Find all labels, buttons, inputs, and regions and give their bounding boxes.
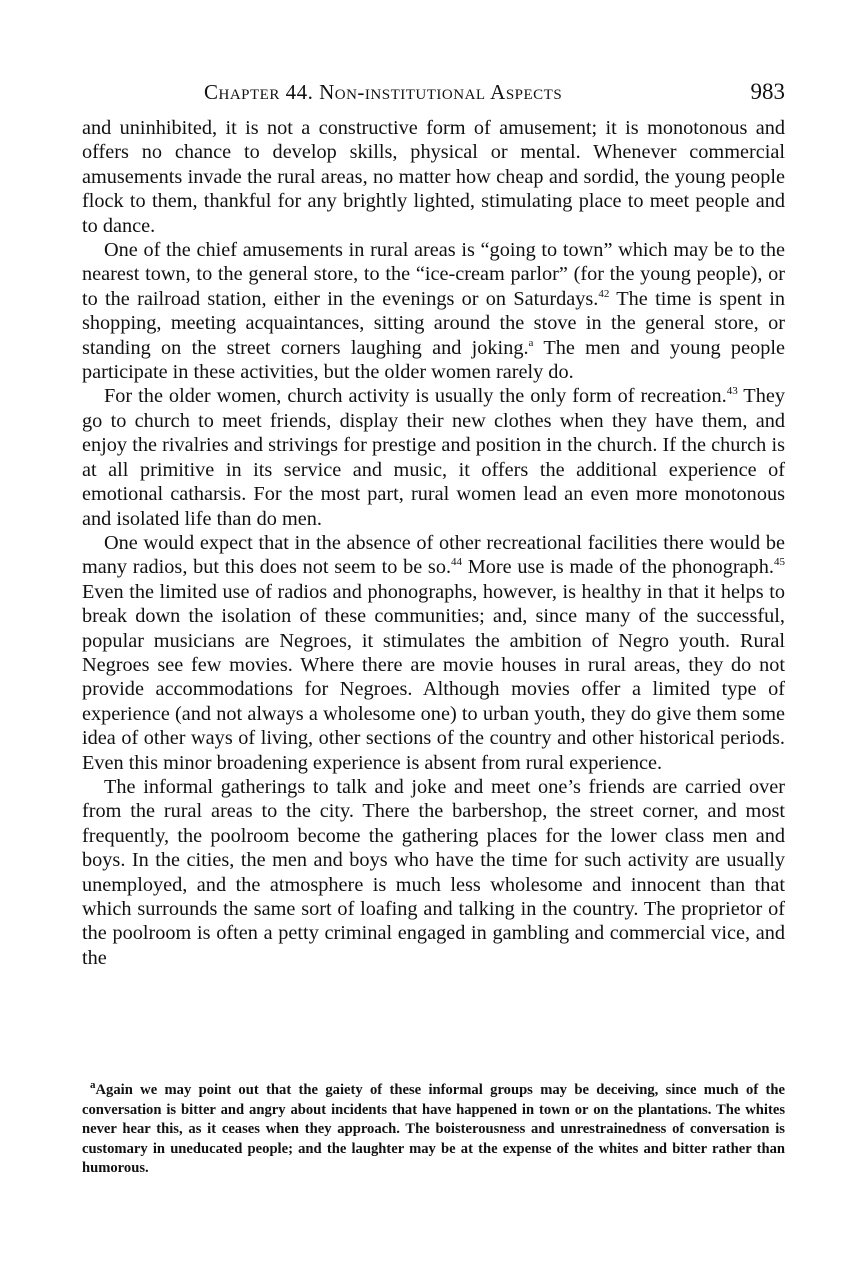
footnote-paragraph [82,1081,785,1179]
body-text [82,116,785,970]
text-run: For the older women, church activity is usually the only form of recreation. [104,385,727,408]
footnote-reference: a [528,336,534,349]
footnote-reference: 43 [726,385,738,398]
chapter-title: Chapter 44. Non-institutional Aspects [204,80,563,104]
paragraph [82,238,785,384]
paragraph [82,116,785,238]
footnote-reference: 44 [451,556,463,569]
text-run: They go to church to meet friends, display their new clothes when they have them, and enjoy the rivalries and strivings for prestige and position in the church. If the church is at all primitive in its service and music, it offers the additional experience of emotional catharsis. For the most part, rural women lead an even more monotonous and isolated life than do men. [82,385,785,530]
running-head [82,80,785,110]
text-run: Even the limited use of radios and phonographs, however, is healthy in that it helps to break down the isolation of these communities; and, since many of the successful, popular musicians are Negroes, it stimulates the ambition of Negro youth. Rural Negroes see few movies. Where there are movie houses in rural areas, they do not provide accommodations for Negroes. Although movies offer a limited type of experience (and not always a wholesome one) to urban youth, they do give them some idea of other ways of living, other sections of the country and other historical periods. Even this minor broadening experience is absent from rural experience. [82,580,785,774]
paragraph [82,531,785,775]
footnote-reference: 45 [774,556,785,569]
text-run: The informal gatherings to talk and joke and meet one’s friends are carried over from the rural areas to the city. There the barbershop, the street corner, and most frequently, the poolroom become the gathering places for the lower class men and boys. In the cities, the men and boys who have the time for such activity are usually unemployed, and the atmosphere is much less wholesome and innocent than that which surrounds the same sort of loafing and talking in the country. The proprietor of the poolroom is often a petty criminal engaged in gambling and commercial vice, and the [82,775,785,969]
text-run: One would expect that in the absence of other recreational facilities there would be many radios, but this does not seem to be so. [82,531,785,579]
text-run: More use is made of the phonograph. [462,556,774,579]
text-run: The time is spent in shopping, meeting acquaintances, sitting around the stove in the general store, or standing on the street corners laughing and joking. [82,287,785,359]
text-run: and uninhibited, it is not a constructive form of amusement; it is monotonous and offers no chance to develop skills, physical or mental. Whenever commercial amusements invade the rural areas, no matter how cheap and sordid, the young people flock to them, thankful for any brightly lighted, stimulating place to meet people and to dance. [82,117,785,237]
footnote-text: Again we may point out that the gaiety of these informal groups may be deceiving, since much of the conversation is bitter and angry about incidents that have happened in town or on the plantations. The whites never hear this, as it ceases when they approach. The boisterousness and unrestrainedness of conversation is customary in uneducated people; and the laughter may be at the expense of the whites and bitter rather than humorous. [82,1082,785,1177]
text-run: One of the chief amusements in rural areas is “going to town” which may be to the nearest town, to the general store, to the “ice-cream parlor” (for the young people), or to the railroad station, either in the evenings or on Saturdays. [82,239,785,310]
paragraph [82,384,785,530]
footnote-marker: a [90,1079,96,1092]
page-number: 983 [750,79,785,104]
paragraph [82,775,785,970]
footnote-reference: 42 [598,288,610,301]
footnote [82,1081,785,1179]
text-run: The men and young people participate in these activities, but the older women rarely do. [82,336,785,384]
